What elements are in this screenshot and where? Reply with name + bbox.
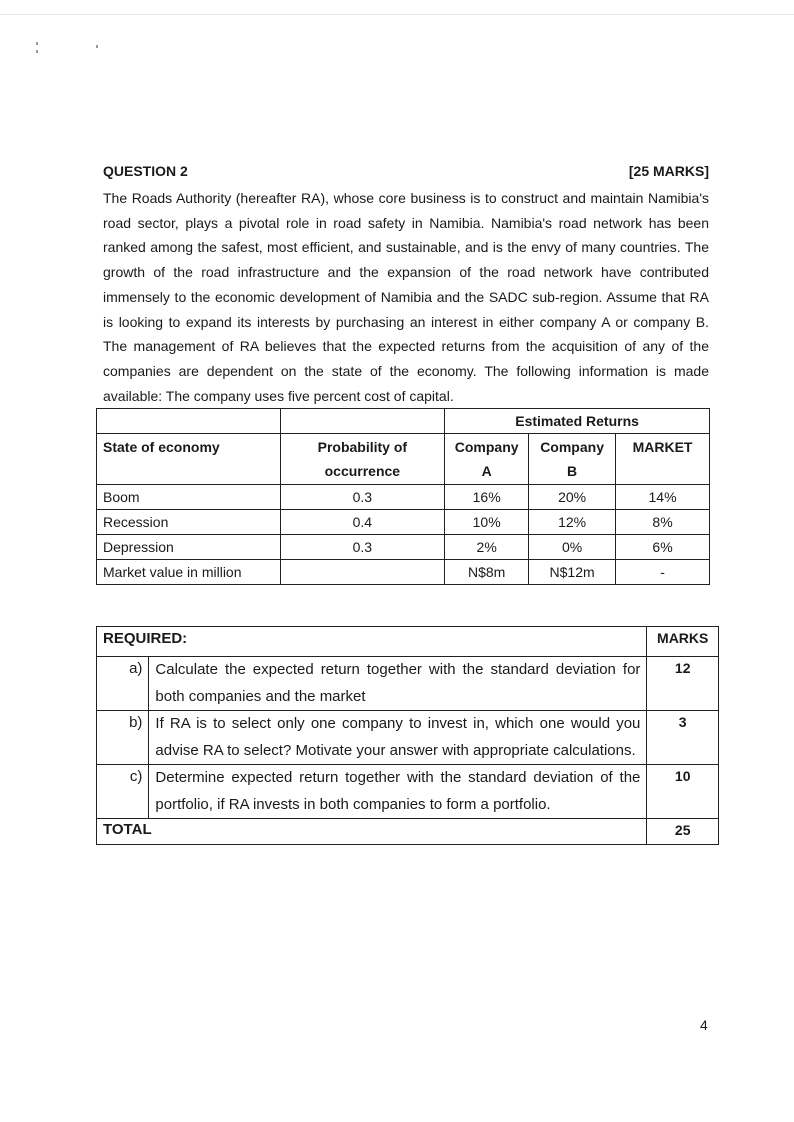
scan-edge-line <box>0 14 794 15</box>
returns-table <box>96 408 710 585</box>
company-b-header: Company B <box>529 434 616 485</box>
required-item-a: a) Calculate the expected return together with the standard deviation for both companies and the market 12 <box>97 657 719 711</box>
table-row: Boom 0.3 16% 20% 14% <box>97 485 710 510</box>
required-item-c: c) Determine expected return together with the standard deviation of the portfolio, if RA invests in both companies to form a portfolio. 10 <box>97 765 719 819</box>
estimated-returns-header: Estimated Returns <box>445 409 710 434</box>
required-table <box>96 626 719 845</box>
state-header: State of economy <box>97 434 281 485</box>
returns-column-header-row <box>97 434 710 485</box>
page-number: 4 <box>700 1017 708 1033</box>
scan-speck <box>36 42 38 45</box>
required-header: REQUIRED: <box>97 627 647 657</box>
scan-speck <box>36 50 38 53</box>
marks-header: MARKS <box>647 627 719 657</box>
scan-speck <box>96 45 98 48</box>
table-row: Depression 0.3 2% 0% 6% <box>97 535 710 560</box>
total-marks: 25 <box>647 819 719 845</box>
required-header-row <box>97 627 719 657</box>
total-row <box>97 819 719 845</box>
question-marks: [25 MARKS] <box>628 163 709 179</box>
table-row: Recession 0.4 10% 12% 8% <box>97 510 710 535</box>
question-title: QUESTION 2 <box>103 163 188 179</box>
required-item-b: b) If RA is to select only one company to invest in, which one would you advise RA to select? Motivate your answer with appropriate calculations. 3 <box>97 711 719 765</box>
market-header: MARKET <box>616 434 710 485</box>
returns-group-header-row <box>97 409 710 434</box>
company-a-header: Company A <box>445 434 529 485</box>
question-intro: The Roads Authority (hereafter RA), whose core business is to construct and maintain Namibia's road sector, plays a pivotal role in road safety in Namibia. Namibia's road network has been ranked among the safest, most efficient, and sustainable, and is the envy of many countries. The growth of the road infrastructure and the expansion of the road network have contributed immensely to the economic development of Namibia and the SADC sub-region. Assume that RA is looking to expand its interests by purchasing an interest in either company A or company B. The management of RA believes that the expected returns from the acquisition of any of the companies are dependent on the state of the economy. The following information is made available: The company uses five percent cost of capital. <box>103 190 709 404</box>
probability-header: Probability of occurrence <box>280 434 445 485</box>
total-label: TOTAL <box>97 819 647 845</box>
table-row: Market value in million N$8m N$12m - <box>97 560 710 585</box>
